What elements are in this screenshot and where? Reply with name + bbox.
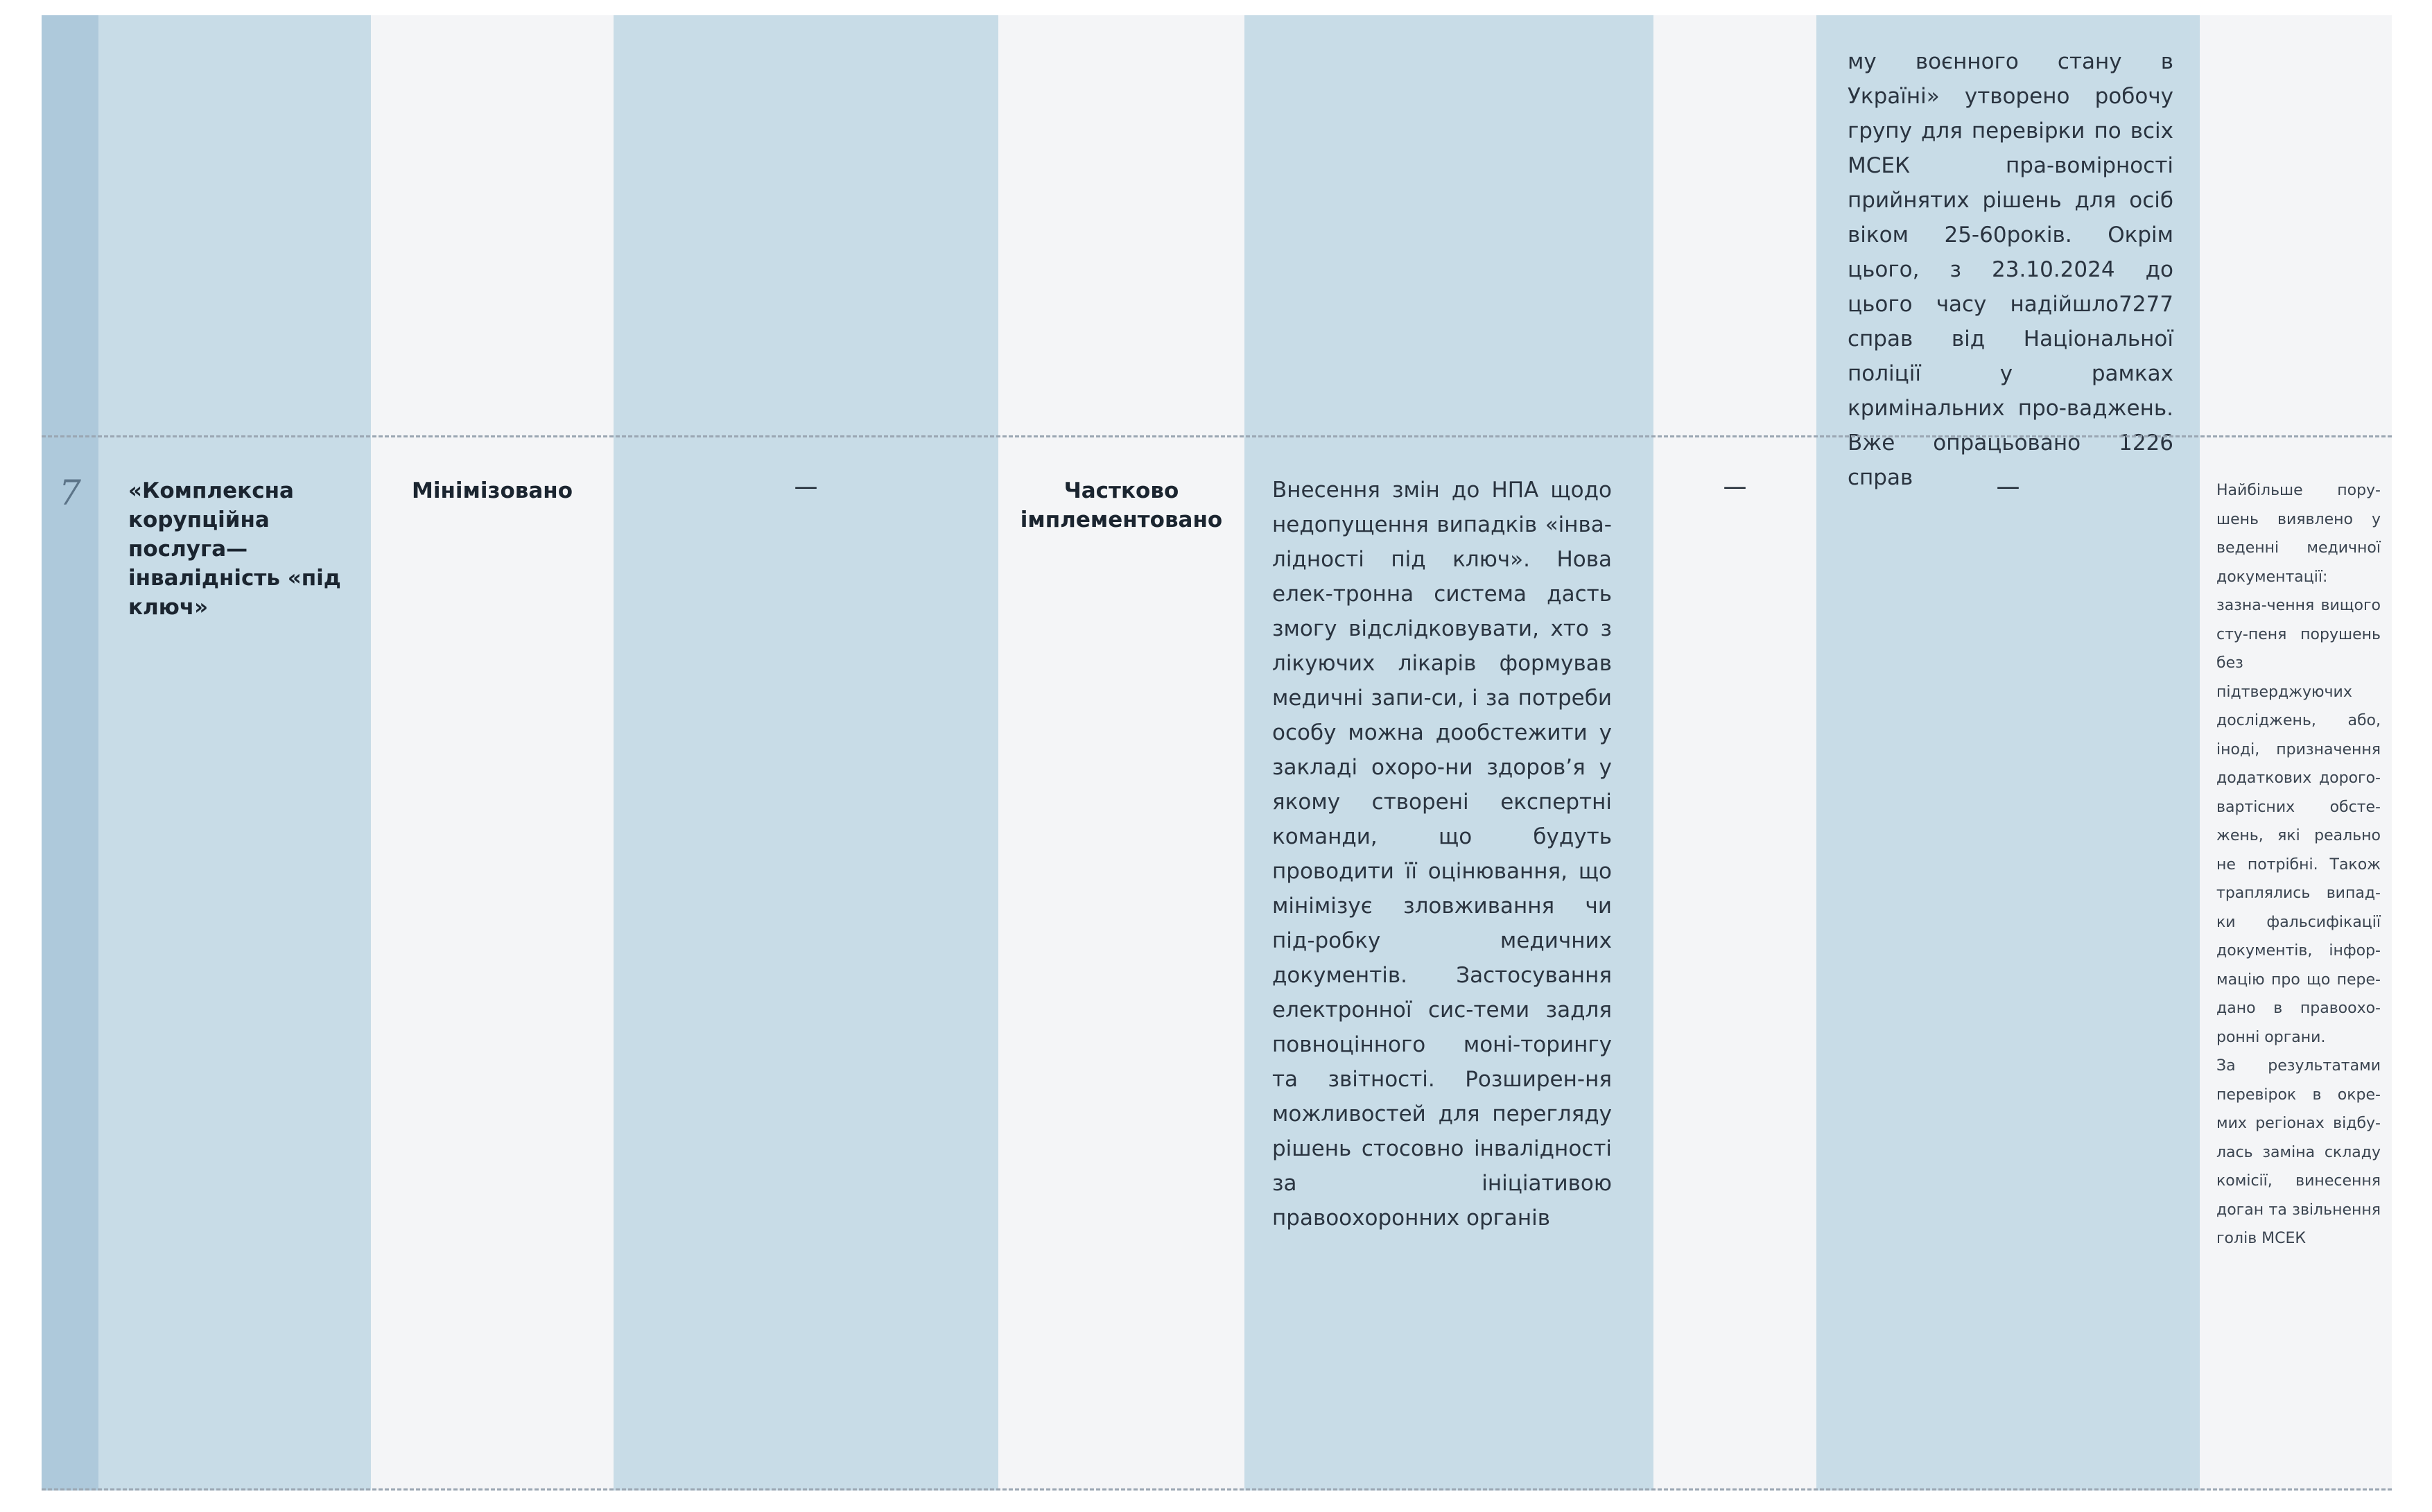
col-a-value: — bbox=[794, 473, 818, 501]
status-value: Мінімізовано bbox=[411, 478, 573, 503]
notes-text bbox=[2216, 476, 2381, 1253]
column-b bbox=[1653, 15, 1816, 1491]
notes-paragraph-2: За результатами перевірок в окре-мих регіонах відбу-лась заміна складу комісії, винесення доган та звільнення голів МСЕК bbox=[2216, 1057, 2381, 1247]
row-divider bbox=[42, 435, 2392, 437]
risk-table bbox=[42, 15, 2392, 1491]
prev-row-measures-tail: му воєнного стану в Україні» утворено робочу групу для перевірки по всіх МСЕК пра-вомірності прийнятих рішень для осіб віком 25-60років. Окрім цього, з 23.10.2024 до цього часу надійшло7277 справ від Національної поліції у рамках кримінальних про-ваджень. Вже опрацьовано 1226 справ bbox=[1848, 49, 2173, 490]
measures-text: Внесення змін до НПА щодо недопущення випадків «інва-лідності під ключ». Нова елек-тронна система дасть змогу відслідковувати, хто з лікуючих лікарів формував медичні запи-си, і за потреби особу можна дообстежити у закладі охоро-ни здоров’я у якому створені експертні команди, що будуть проводити її оцінювання, що мінімізує зловживання чи під-робку медичних документів. Застосування електронної сис-теми задля повноцінного моні-торингу та звітності. Розширен-ня можливостей для перегляду рішень стосовно інвалідності за ініціативою правоохоронних органів bbox=[1272, 478, 1612, 1231]
table-bottom-border bbox=[42, 1488, 2392, 1491]
column-status bbox=[371, 15, 614, 1491]
col-c-value: — bbox=[1996, 473, 2020, 501]
col-b-value: — bbox=[1723, 473, 1747, 501]
risk-name: «Комплексна корупційна послуга— інвалідність «під ключ» bbox=[128, 478, 341, 620]
column-number bbox=[42, 15, 98, 1491]
column-a bbox=[614, 15, 998, 1491]
row-number: 7 bbox=[59, 473, 81, 513]
implementation-status: Частково імплементовано bbox=[1020, 478, 1223, 532]
column-risk-name bbox=[98, 15, 371, 1491]
notes-paragraph-1: Найбільше пору-шень виявлено у веденні медичної документації: зазна-чення вищого сту-пеня порушень без підтверджуючих досліджень, або, іноді, призначення додаткових дорого-вартісних обсте-жень, які реально не потрібні. Також траплялись випад-ки фальсифікації документів, інфор-мацію про що пере-дано в правоохо-ронні органи. bbox=[2216, 482, 2381, 1046]
column-implementation bbox=[998, 15, 1244, 1491]
